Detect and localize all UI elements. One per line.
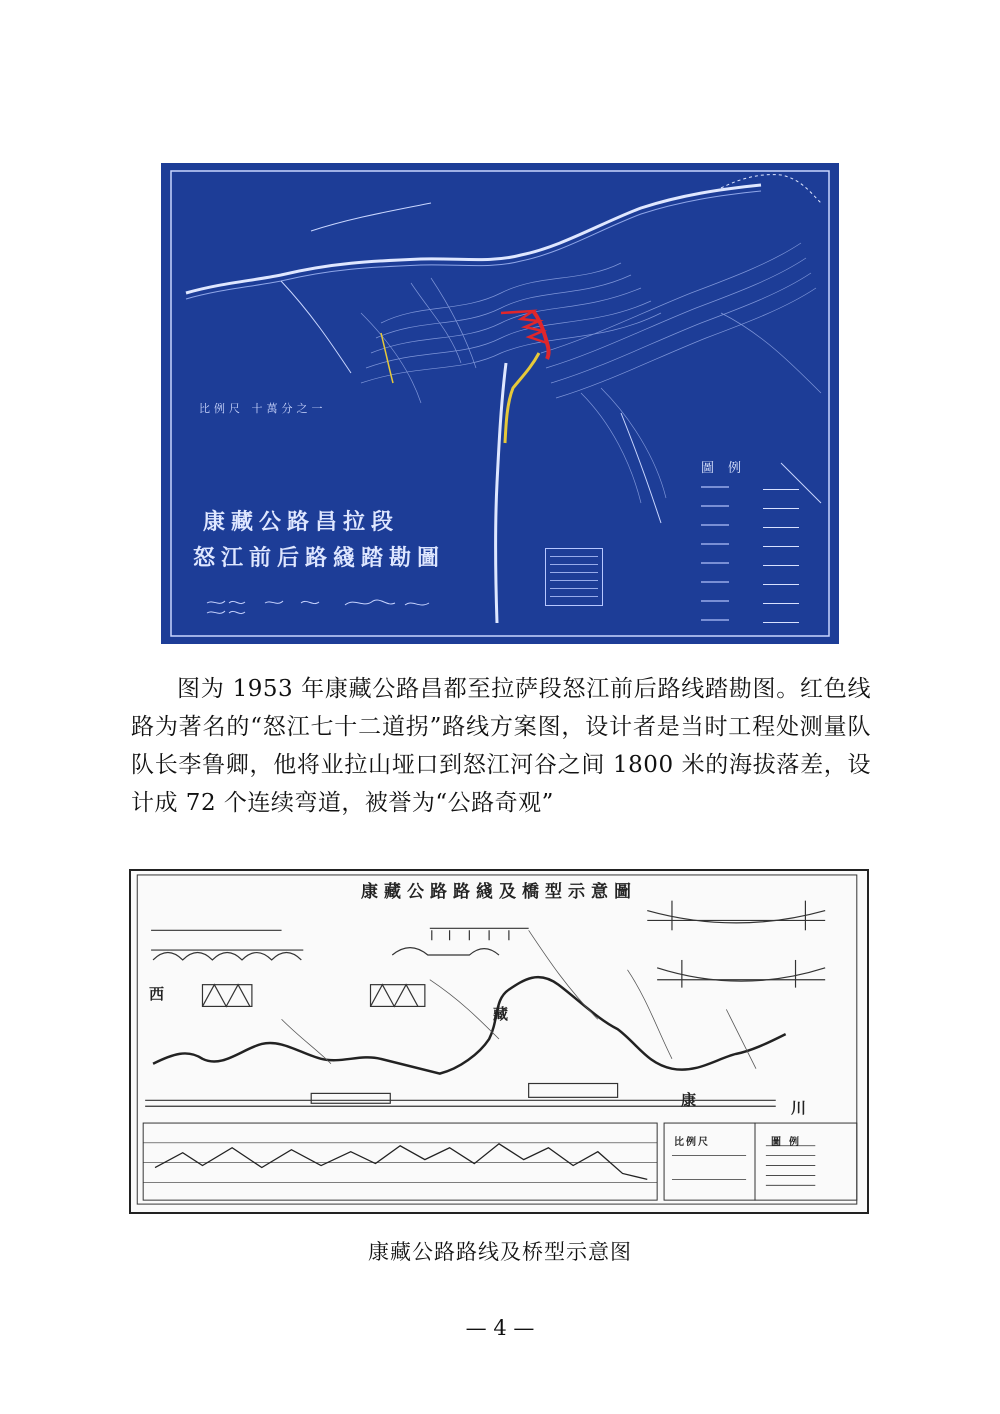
region-label: 康 bbox=[681, 1091, 697, 1109]
diagram-scale-title: 比例尺 bbox=[674, 1137, 710, 1148]
route-bridge-diagram bbox=[129, 869, 869, 1214]
diagram-legend-title: 圖例 bbox=[771, 1137, 807, 1148]
map-note-box bbox=[545, 548, 603, 606]
map-legend-title: 圖例 bbox=[701, 461, 756, 476]
survey-map-image bbox=[161, 163, 839, 644]
region-label: 藏 bbox=[493, 1005, 509, 1023]
description-paragraph: 图为 1953 年康藏公路昌都至拉萨段怒江前后路线踏勘图。红色线路为著名的“怒江七十二道拐”路线方案图，设计者是当时工程处测量队队长李鲁卿，他将业拉山垭口到怒江河谷之间 1800 米的海拔落差，设计成 72 个连续弯道，被誉为“公路奇观” bbox=[131, 676, 871, 816]
map-legend bbox=[701, 483, 811, 635]
map-title-line-2: 怒江前后路綫踏勘圖 bbox=[193, 546, 446, 571]
map-scale-text: 比例尺 十萬分之一 bbox=[199, 402, 327, 415]
region-label: 川 bbox=[791, 1099, 807, 1117]
legend-row bbox=[701, 559, 811, 578]
map-title-line-1: 康藏公路昌拉段 bbox=[203, 510, 400, 535]
diagram-drawing bbox=[131, 871, 867, 1212]
surveyor-signatures-seal bbox=[205, 595, 445, 625]
legend-row bbox=[701, 578, 811, 597]
legend-row bbox=[701, 483, 811, 502]
legend-row bbox=[701, 502, 811, 521]
page-number: — 4 — bbox=[465, 1316, 535, 1340]
legend-row bbox=[701, 521, 811, 540]
legend-row bbox=[701, 597, 811, 616]
region-label: 西 bbox=[149, 985, 165, 1003]
figure-caption: 康藏公路路线及桥型示意图 bbox=[368, 1240, 632, 1264]
legend-row bbox=[701, 540, 811, 559]
diagram-title: 康藏公路路綫及橋型示意圖 bbox=[361, 882, 637, 902]
legend-row bbox=[701, 616, 811, 635]
